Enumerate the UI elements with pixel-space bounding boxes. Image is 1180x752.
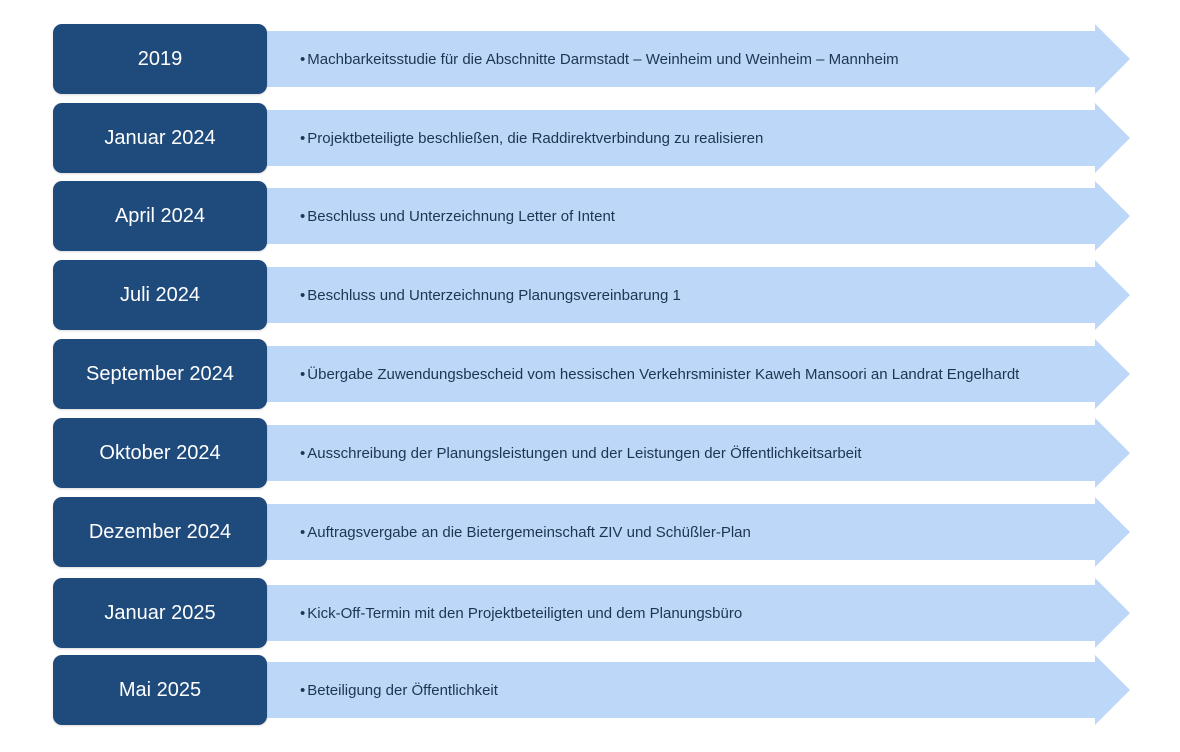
milestone-arrow bbox=[262, 418, 1130, 488]
bullet-icon: • bbox=[300, 444, 306, 462]
milestone-row bbox=[0, 655, 1180, 725]
milestone-arrow bbox=[262, 103, 1130, 173]
milestone-date: April 2024 bbox=[53, 181, 267, 251]
bullet-icon: • bbox=[300, 523, 306, 541]
milestone-date: Oktober 2024 bbox=[53, 418, 267, 488]
milestone-description: Ausschreibung der Planungsleistungen und der Leistungen der Öffentlichkeitsarbeit bbox=[307, 444, 862, 462]
bullet-icon: • bbox=[300, 604, 306, 622]
milestone-arrow bbox=[262, 260, 1130, 330]
milestone-row bbox=[0, 181, 1180, 251]
milestone-row bbox=[0, 103, 1180, 173]
milestone-description: Projektbeteiligte beschließen, die Raddirektverbindung zu realisieren bbox=[307, 129, 764, 147]
milestone-description: Beschluss und Unterzeichnung Planungsvereinbarung 1 bbox=[307, 286, 681, 304]
milestone-row bbox=[0, 339, 1180, 409]
milestone-row bbox=[0, 497, 1180, 567]
milestone-arrow bbox=[262, 655, 1130, 725]
milestone-date: September 2024 bbox=[53, 339, 267, 409]
milestone-arrow bbox=[262, 24, 1130, 94]
milestone-date: Januar 2024 bbox=[53, 103, 267, 173]
milestone-description: Beschluss und Unterzeichnung Letter of Intent bbox=[307, 207, 615, 225]
milestone-row bbox=[0, 578, 1180, 648]
bullet-icon: • bbox=[300, 129, 306, 147]
milestone-row bbox=[0, 24, 1180, 94]
milestone-description: Auftragsvergabe an die Bietergemeinschaft ZIV und Schüßler-Plan bbox=[307, 523, 751, 541]
milestone-row bbox=[0, 418, 1180, 488]
bullet-icon: • bbox=[300, 207, 306, 225]
milestone-arrow bbox=[262, 181, 1130, 251]
bullet-icon: • bbox=[300, 681, 306, 699]
milestone-description: Übergabe Zuwendungsbescheid vom hessischen Verkehrsminister Kaweh Mansoori an Landrat Engelhardt bbox=[307, 365, 1020, 383]
bullet-icon: • bbox=[300, 365, 306, 383]
milestone-date: Mai 2025 bbox=[53, 655, 267, 725]
milestone-date: Januar 2025 bbox=[53, 578, 267, 648]
milestone-date: 2019 bbox=[53, 24, 267, 94]
milestone-arrow bbox=[262, 578, 1130, 648]
milestone-arrow bbox=[262, 339, 1130, 409]
bullet-icon: • bbox=[300, 286, 306, 304]
milestone-date: Juli 2024 bbox=[53, 260, 267, 330]
bullet-icon: • bbox=[300, 50, 306, 68]
milestone-row bbox=[0, 260, 1180, 330]
milestone-date: Dezember 2024 bbox=[53, 497, 267, 567]
milestone-description: Machbarkeitsstudie für die Abschnitte Darmstadt – Weinheim und Weinheim – Mannheim bbox=[307, 50, 899, 68]
milestone-arrow bbox=[262, 497, 1130, 567]
milestone-description: Kick-Off-Termin mit den Projektbeteiligten und dem Planungsbüro bbox=[307, 604, 743, 622]
milestone-description: Beteiligung der Öffentlichkeit bbox=[307, 681, 498, 699]
